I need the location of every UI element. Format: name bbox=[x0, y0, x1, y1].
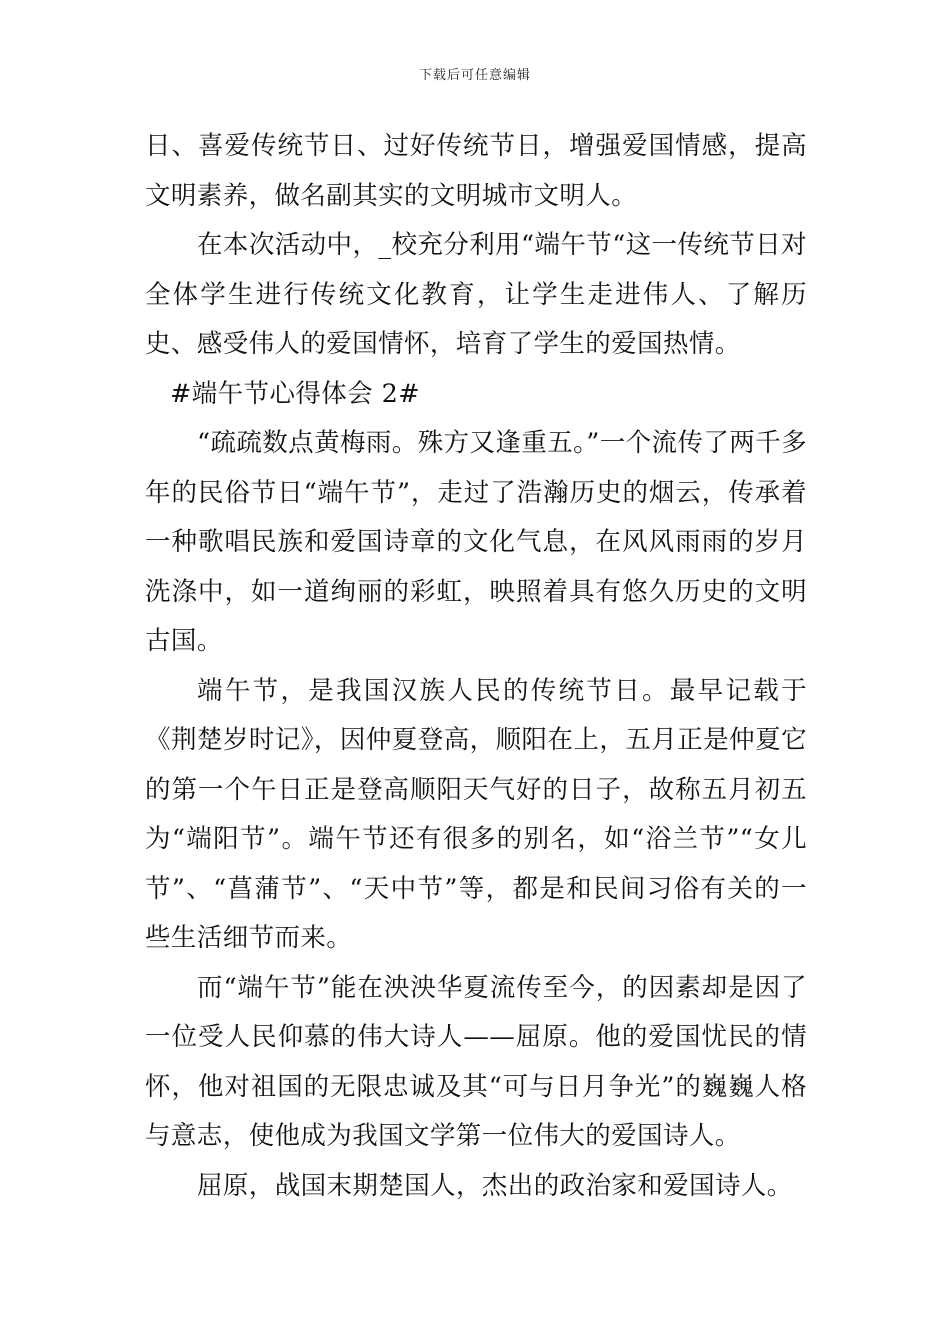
paragraph-activity-summary: 在本次活动中，_校充分利用“端午节“这一传统节日对全体学生进行传统文化教育，让学生走进伟人、了解历史、感受伟人的爱国情怀，培育了学生的爱国热情。 bbox=[145, 230, 807, 359]
document-body bbox=[145, 122, 807, 1211]
section-heading: #端午节心得体会 2# bbox=[170, 378, 420, 409]
page-header-note: 下载后可任意编辑 bbox=[418, 68, 531, 83]
paragraph-poem-intro: “疏疏数点黄梅雨。殊方又逢重五。”一个流传了两千多年的民俗节日“端午节”，走过了浩瀚历史的烟云，传承着一种歌唱民族和爱国诗章的文化气息，在风风雨雨的岁月洗涤中，如一道绚丽的彩虹，映照着具有悠久历史的文明古国。 bbox=[145, 428, 807, 656]
paragraph-quyuan-tribute: 而“端午节”能在泱泱华夏流传至今，的因素却是因了一位受人民仰慕的伟大诗人——屈原。他的爱国忧民的情怀，他对祖国的无限忠诚及其“可与日月争光”的巍巍人格与意志，使他成为我国文学第一位伟大的爱国诗人。 bbox=[145, 972, 807, 1151]
paragraph-quyuan-bio: 屈原，战国末期楚国人，杰出的政治家和爱国诗人。 bbox=[197, 1170, 793, 1201]
paragraph-continuation: 日、喜爱传统节日、过好传统节日，增强爱国情感，提高文明素养，做名副其实的文明城市文明人。 bbox=[145, 131, 807, 211]
paragraph-festival-origin: 端午节，是我国汉族人民的传统节日。最早记载于《荆楚岁时记》，因仲夏登高，顺阳在上，五月正是仲夏它的第一个午日正是登高顺阳天气好的日子，故称五月初五为“端阳节”。端午节还有很多的别名，如“浴兰节”“女儿节”、“菖蒲节”、“天中节”等，都是和民间习俗有关的一些生活细节而来。 bbox=[145, 675, 807, 953]
